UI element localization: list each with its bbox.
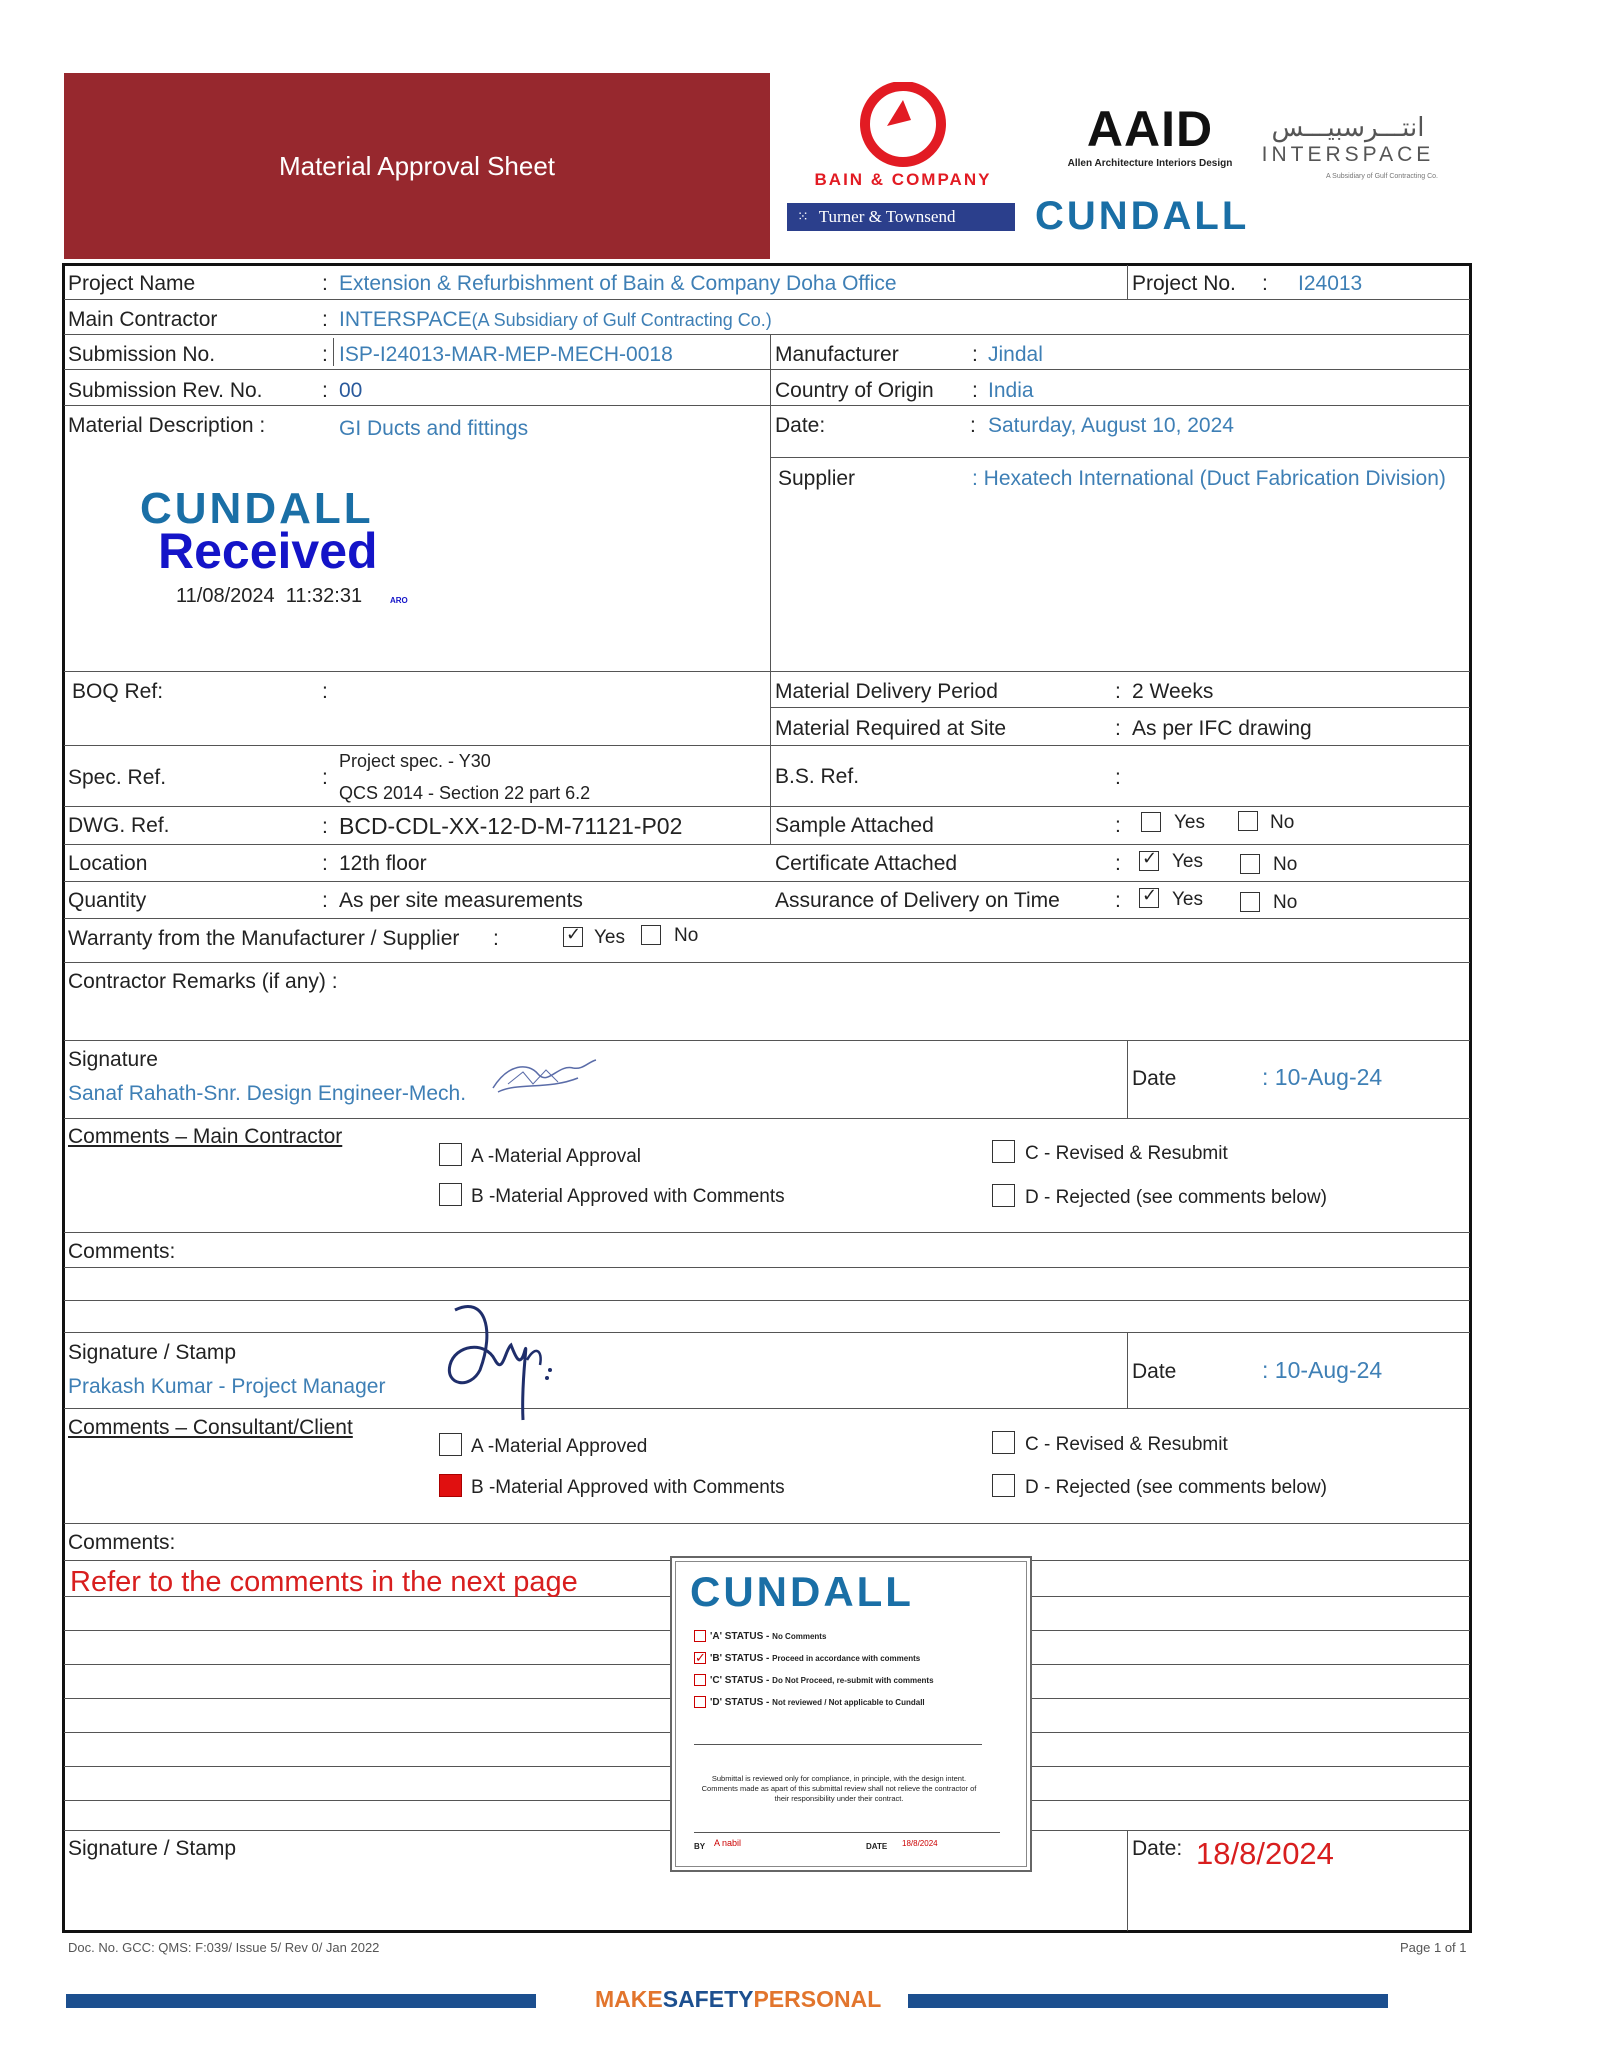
cundall-review-stamp <box>670 1556 1032 1872</box>
certificate-yes-checkbox[interactable] <box>1139 851 1159 871</box>
page-title: Material Approval Sheet <box>278 150 556 181</box>
signature-date-value: : 10-Aug-24 <box>1262 1064 1383 1090</box>
project-no-value: I24013 <box>1298 272 1363 295</box>
stamp-date-value: 18/8/2024 <box>902 1839 938 1848</box>
cc-option-a-checkbox[interactable] <box>439 1433 462 1456</box>
warranty-label: Warranty from the Manufacturer / Supplier <box>68 927 460 950</box>
turner-text: Turner & Townsend <box>818 207 956 226</box>
doc-number: Doc. No. GCC: QMS: F:039/ Issue 5/ Rev 0/ Jan 2022 <box>68 1940 380 1955</box>
stamp-date-label: DATE <box>866 1842 888 1851</box>
date-label: Date: <box>775 414 826 437</box>
main-contractor-value: INTERSPACE(A Subsidiary of Gulf Contracting Co.) <box>339 308 772 331</box>
mc-option-b-checkbox[interactable] <box>439 1183 462 1206</box>
interspace-logo <box>1258 112 1438 180</box>
submission-no-value: ISP-I24013-MAR-MEP-MECH-0018 <box>339 343 673 366</box>
interspace-text: INTERSPACE <box>1261 143 1435 166</box>
stamp-by-label: BY <box>694 1842 706 1851</box>
mc-option-c-checkbox[interactable] <box>992 1140 1015 1163</box>
sample-yes-label: Yes <box>1174 812 1205 833</box>
assurance-yes-label: Yes <box>1172 889 1203 910</box>
mc-option-d-checkbox[interactable] <box>992 1184 1015 1207</box>
cc-option-b-checkbox[interactable] <box>439 1474 462 1497</box>
location-label: Location <box>68 852 148 875</box>
supplier-value: : Hexatech International (Duct Fabrication Division) <box>972 467 1446 490</box>
cc-comments-label: Comments: <box>68 1531 176 1554</box>
stamp-by-value: A nabil <box>714 1838 742 1848</box>
sample-no-checkbox[interactable] <box>1238 811 1258 831</box>
received-stamp-datetime: 11/08/2024 11:32:31 <box>176 585 363 607</box>
project-no-label: Project No. <box>1132 272 1236 295</box>
material-description-label: Material Description : <box>68 414 266 437</box>
required-at-site-label: Material Required at Site <box>775 717 1007 740</box>
submission-rev-value: 00 <box>339 379 363 402</box>
cc-option-d-label: D - Rejected (see comments below) <box>1025 1477 1327 1498</box>
bain-text: BAIN & COMPANY <box>814 170 992 189</box>
dwg-ref-value: BCD-CDL-XX-12-D-M-71121-P02 <box>339 813 683 839</box>
bain-logo <box>805 82 1005 192</box>
cundall-header-logo: CUNDALL <box>1035 194 1250 238</box>
stamp-status-b: ✓ 'B' STATUS - Proceed in accordance with comments <box>695 1650 921 1666</box>
delivery-period-value: 2 Weeks <box>1132 680 1214 703</box>
required-at-site-value: As per IFC drawing <box>1132 717 1312 740</box>
stamp-status-b-checkbox: ✓ <box>695 1650 706 1666</box>
footer-bar-right <box>908 1994 1388 2008</box>
signature-label: Signature <box>68 1048 158 1071</box>
mc-option-c-label: C - Revised & Resubmit <box>1025 1143 1228 1164</box>
assurance-no-label: No <box>1273 892 1298 913</box>
stamp-status-d-checkbox <box>694 1696 706 1708</box>
cc-option-d-checkbox[interactable] <box>992 1474 1015 1497</box>
consultant-comments-heading: Comments – Consultant/Client <box>68 1416 353 1439</box>
project-name-label: Project Name <box>68 272 196 295</box>
manufacturer-value: Jindal <box>988 343 1043 366</box>
bs-ref-label: B.S. Ref. <box>775 765 860 788</box>
interspace-arabic: انتـــرسبيـــس <box>1271 112 1425 142</box>
cc-comment-text: Refer to the comments in the next page <box>70 1566 578 1598</box>
stamp-status-c-checkbox <box>694 1674 706 1686</box>
interspace-subtext: A Subsidiary of Gulf Contracting Co. <box>1325 173 1438 180</box>
submission-no-label: Submission No. <box>68 343 216 366</box>
consultant-date-label: Date: <box>1132 1837 1183 1860</box>
delivery-period-label: Material Delivery Period <box>775 680 998 703</box>
warranty-no-label: No <box>674 925 699 946</box>
submission-rev-label: Submission Rev. No. <box>68 379 263 402</box>
supplier-label: Supplier <box>778 467 856 490</box>
sample-yes-checkbox[interactable] <box>1141 812 1161 832</box>
quantity-value: As per site measurements <box>339 889 583 912</box>
boq-ref-label: BOQ Ref: <box>72 680 164 703</box>
aaid-subtext: Allen Architecture Interiors Design <box>1067 158 1233 169</box>
pm-date-label: Date <box>1132 1360 1177 1383</box>
dwg-ref-label: DWG. Ref. <box>68 814 170 837</box>
consultant-signature-label: Signature / Stamp <box>68 1837 237 1860</box>
safety-slogan: MAKESAFETYPERSONAL <box>595 1986 882 2012</box>
manufacturer-label: Manufacturer <box>775 343 899 366</box>
aaid-text: AAID <box>1086 101 1214 157</box>
mc-option-b-label: B -Material Approved with Comments <box>471 1186 785 1207</box>
signature-mark-icon <box>488 1054 598 1100</box>
cc-option-b-label: B -Material Approved with Comments <box>471 1477 785 1498</box>
stamp-status-c: 'C' STATUS - Do Not Proceed, re-submit with comments <box>694 1670 1014 1692</box>
cc-option-c-checkbox[interactable] <box>992 1431 1015 1454</box>
signature-date-label: Date <box>1132 1067 1177 1090</box>
signature-name: Sanaf Rahath-Snr. Design Engineer-Mech. <box>68 1082 467 1105</box>
date-value: Saturday, August 10, 2024 <box>988 414 1234 437</box>
pm-signature-name: Prakash Kumar - Project Manager <box>68 1375 386 1398</box>
stamp-note: Submittal is reviewed only for compliance, in principle, with the design intent. Comments made as apart of this submittal review shall not relieve the contractor of their responsibility under their contract. <box>701 1774 977 1803</box>
mc-option-d-label: D - Rejected (see comments below) <box>1025 1187 1327 1208</box>
stamp-status-a: 'A' STATUS - No Comments <box>694 1626 1014 1648</box>
material-description-value: GI Ducts and fittings <box>339 417 529 440</box>
assurance-delivery-label: Assurance of Delivery on Time <box>775 889 1060 912</box>
turner-logo <box>787 203 1015 231</box>
stamp-status-d: 'D' STATUS - Not reviewed / Not applicable to Cundall <box>694 1692 1014 1714</box>
assurance-no-checkbox[interactable] <box>1240 892 1260 912</box>
footer-bar-left <box>66 1994 536 2008</box>
warranty-yes-checkbox[interactable] <box>563 927 583 947</box>
sample-attached-label: Sample Attached <box>775 814 934 837</box>
sample-no-label: No <box>1270 812 1295 833</box>
certificate-yes-label: Yes <box>1172 851 1203 872</box>
received-stamp-logo: CUNDALL <box>140 484 374 533</box>
project-name-value: Extension & Refurbishment of Bain & Company Doha Office <box>339 272 897 295</box>
stamp-status-a-checkbox <box>694 1630 706 1642</box>
page-number: Page 1 of 1 <box>1400 1940 1467 1955</box>
warranty-no-checkbox[interactable] <box>641 925 661 945</box>
warranty-yes-label: Yes <box>594 927 625 948</box>
received-stamp-text: Received <box>158 523 378 579</box>
certificate-no-label: No <box>1273 854 1298 875</box>
certificate-no-checkbox[interactable] <box>1240 854 1260 874</box>
spec-ref-value-2: QCS 2014 - Section 22 part 6.2 <box>339 783 591 803</box>
country-origin-value: India <box>988 379 1034 402</box>
certificate-attached-label: Certificate Attached <box>775 852 958 875</box>
title-banner <box>64 73 770 259</box>
quantity-label: Quantity <box>68 889 147 912</box>
spec-ref-value-1: Project spec. - Y30 <box>339 751 491 771</box>
cc-option-c-label: C - Revised & Resubmit <box>1025 1434 1228 1455</box>
mc-comments-label: Comments: <box>68 1240 176 1263</box>
main-contractor-label: Main Contractor <box>68 308 218 331</box>
main-contractor-comments-heading: Comments – Main Contractor <box>68 1125 343 1148</box>
cundall-stamp-logo: CUNDALL <box>690 1568 914 1615</box>
contractor-remarks-label: Contractor Remarks (if any) : <box>68 970 338 993</box>
pm-signature-mark-icon <box>425 1290 570 1430</box>
aaid-logo <box>1050 100 1250 169</box>
pm-signature-label: Signature / Stamp <box>68 1341 237 1364</box>
pm-date-value: : 10-Aug-24 <box>1262 1357 1383 1383</box>
mc-option-a-checkbox[interactable] <box>439 1143 462 1166</box>
assurance-yes-checkbox[interactable] <box>1139 888 1159 908</box>
country-origin-label: Country of Origin <box>775 379 934 402</box>
turner-dots-icon: ⁙ <box>797 209 809 225</box>
mc-option-a-label: A -Material Approval <box>471 1146 642 1167</box>
location-value: 12th floor <box>339 852 427 875</box>
spec-ref-label: Spec. Ref. <box>68 766 167 789</box>
consultant-date-value: 18/8/2024 <box>1196 1836 1334 1871</box>
cc-option-a-label: A -Material Approved <box>471 1436 648 1457</box>
received-stamp-initials: ARO <box>390 596 408 605</box>
